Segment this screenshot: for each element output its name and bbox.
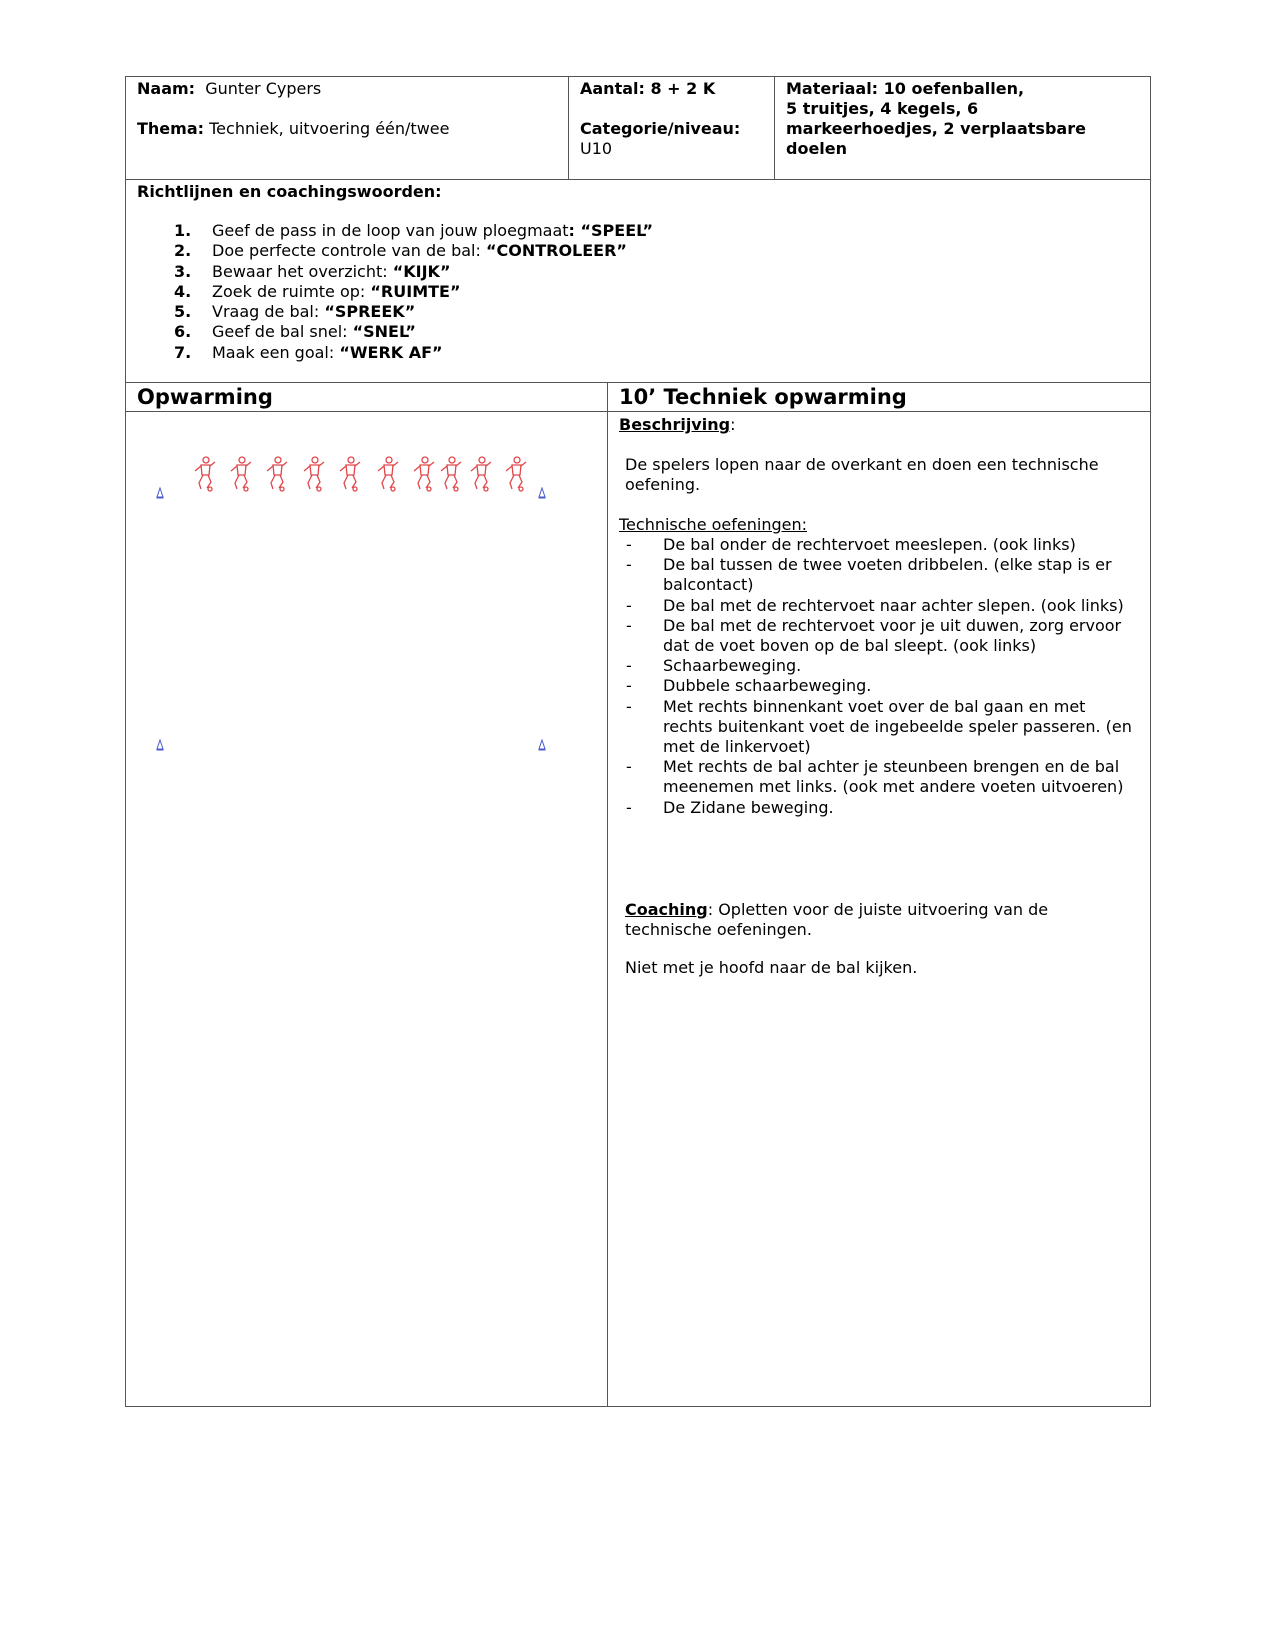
description-label: Beschrijving bbox=[619, 415, 731, 434]
aantal: Aantal: 8 + 2 K bbox=[580, 79, 716, 98]
guideline-keyword: “SNEL” bbox=[352, 322, 416, 342]
description-text: De spelers lopen naar de overkant en doen een technische oefening. bbox=[625, 455, 1099, 494]
materiaal bbox=[786, 79, 1086, 159]
guideline-number: 6. bbox=[174, 322, 192, 342]
player-icon bbox=[410, 456, 436, 492]
exercise-item: - Schaarbeweging. bbox=[619, 656, 1139, 676]
cone-icon bbox=[156, 736, 164, 748]
section-title-right: 10’ Techniek opwarming bbox=[619, 385, 907, 409]
guideline-text: Geef de bal snel: bbox=[212, 322, 353, 342]
player-icon bbox=[191, 456, 217, 492]
guideline-keyword: “WERK AF” bbox=[339, 342, 443, 362]
guidelines-list bbox=[137, 221, 1037, 363]
categorie-label: Categorie/niveau: bbox=[580, 119, 741, 138]
guideline-number: 3. bbox=[174, 261, 192, 281]
exercise-item: - De bal tussen de twee voeten dribbelen. (elke stap is er balcontact) bbox=[619, 555, 1139, 595]
guideline-number: 5. bbox=[174, 302, 192, 322]
player-icon bbox=[437, 456, 463, 492]
guideline-text: Maak een goal: bbox=[212, 342, 340, 362]
player-icon bbox=[336, 456, 362, 492]
coaching-row bbox=[625, 900, 1095, 940]
materiaal-line: Materiaal: 10 oefenballen, bbox=[786, 79, 1025, 98]
coaching-text: : Opletten voor de juiste uitvoering van de technische oefeningen. bbox=[625, 900, 1049, 939]
thema-value: Techniek, uitvoering één/twee bbox=[209, 119, 450, 138]
player-icon bbox=[374, 456, 400, 492]
guideline-number: 4. bbox=[174, 281, 192, 301]
exercises-title: Technische oefeningen: bbox=[619, 515, 807, 534]
materiaal-line: 5 truitjes, 4 kegels, 6 bbox=[786, 99, 979, 118]
guideline-keyword: “CONTROLEER” bbox=[485, 241, 627, 261]
guideline-text: Vraag de bal: bbox=[212, 302, 325, 322]
exercise-item: - Dubbele schaarbeweging. bbox=[619, 676, 1139, 696]
field-diagram bbox=[125, 411, 608, 1407]
cone-icon bbox=[538, 484, 546, 496]
naam-row bbox=[137, 79, 321, 99]
exercise-item: - De bal met de rechtervoet naar achter slepen. (ook links) bbox=[619, 596, 1139, 616]
guideline-item bbox=[137, 302, 1037, 322]
exercise-item: - Met rechts binnenkant voet over de bal gaan en met rechts buitenkant voet de ingebeelde speler passeren. (en met de linkervoet) bbox=[619, 697, 1139, 758]
player-icon bbox=[502, 456, 528, 492]
guideline-item bbox=[137, 343, 1037, 363]
guideline-keyword: “SPREEK” bbox=[324, 302, 416, 322]
guideline-item bbox=[137, 322, 1037, 342]
coaching-label: Coaching bbox=[625, 900, 708, 919]
cone-icon bbox=[538, 736, 546, 748]
description-label-row bbox=[619, 415, 735, 435]
guideline-keyword: “SPEEL” bbox=[580, 221, 654, 240]
guideline-number: 2. bbox=[174, 241, 192, 261]
thema-label: Thema: bbox=[137, 119, 205, 138]
guideline-item bbox=[137, 241, 1037, 261]
exercise-item: - De bal met de rechtervoet voor je uit duwen, zorg ervoor dat de voet boven op de bal sleept. (ook links) bbox=[619, 616, 1139, 656]
categorie-value: U10 bbox=[580, 139, 613, 158]
exercise-item: - Met rechts de bal achter je steunbeen brengen en de bal meenemen met links. (ook met andere voeten uitvoeren) bbox=[619, 757, 1139, 797]
guideline-text: Doe perfecte controle van de bal: bbox=[212, 241, 486, 261]
training-sheet bbox=[125, 76, 1151, 1407]
exercise-item: - De Zidane beweging. bbox=[619, 798, 1139, 818]
player-icon bbox=[467, 456, 493, 492]
guideline-text: Bewaar het overzicht: bbox=[212, 261, 393, 281]
description-colon: : bbox=[730, 415, 736, 434]
guideline-keyword: “RUIMTE” bbox=[370, 281, 461, 301]
guideline-item bbox=[137, 221, 1037, 241]
guideline-number: 1. bbox=[174, 221, 192, 240]
player-icon bbox=[263, 456, 289, 492]
player-icon bbox=[300, 456, 326, 492]
exercise-item: - De bal onder de rechtervoet meeslepen. (ook links) bbox=[619, 535, 1139, 555]
materiaal-line: doelen bbox=[786, 139, 848, 158]
thema-row bbox=[137, 119, 449, 139]
naam-value: Gunter Cypers bbox=[205, 79, 322, 98]
guideline-text: Geef de pass in de loop van jouw ploegmaat bbox=[212, 221, 569, 240]
guidelines-title: Richtlijnen en coachingswoorden: bbox=[137, 182, 442, 201]
exercises-list bbox=[619, 535, 1139, 818]
section-title-left: Opwarming bbox=[137, 385, 273, 409]
guideline-item bbox=[137, 262, 1037, 282]
guideline-item bbox=[137, 282, 1037, 302]
guideline-keyword: “KIJK” bbox=[392, 261, 451, 281]
materiaal-line: markeerhoedjes, 2 verplaatsbare bbox=[786, 119, 1086, 138]
guideline-separator: : bbox=[568, 221, 581, 240]
player-icon bbox=[227, 456, 253, 492]
coaching-note: Niet met je hoofd naar de bal kijken. bbox=[625, 958, 918, 977]
cone-icon bbox=[156, 484, 164, 496]
guideline-text: Zoek de ruimte op: bbox=[212, 281, 371, 301]
naam-label: Naam: bbox=[137, 79, 196, 98]
guideline-number: 7. bbox=[174, 342, 192, 362]
